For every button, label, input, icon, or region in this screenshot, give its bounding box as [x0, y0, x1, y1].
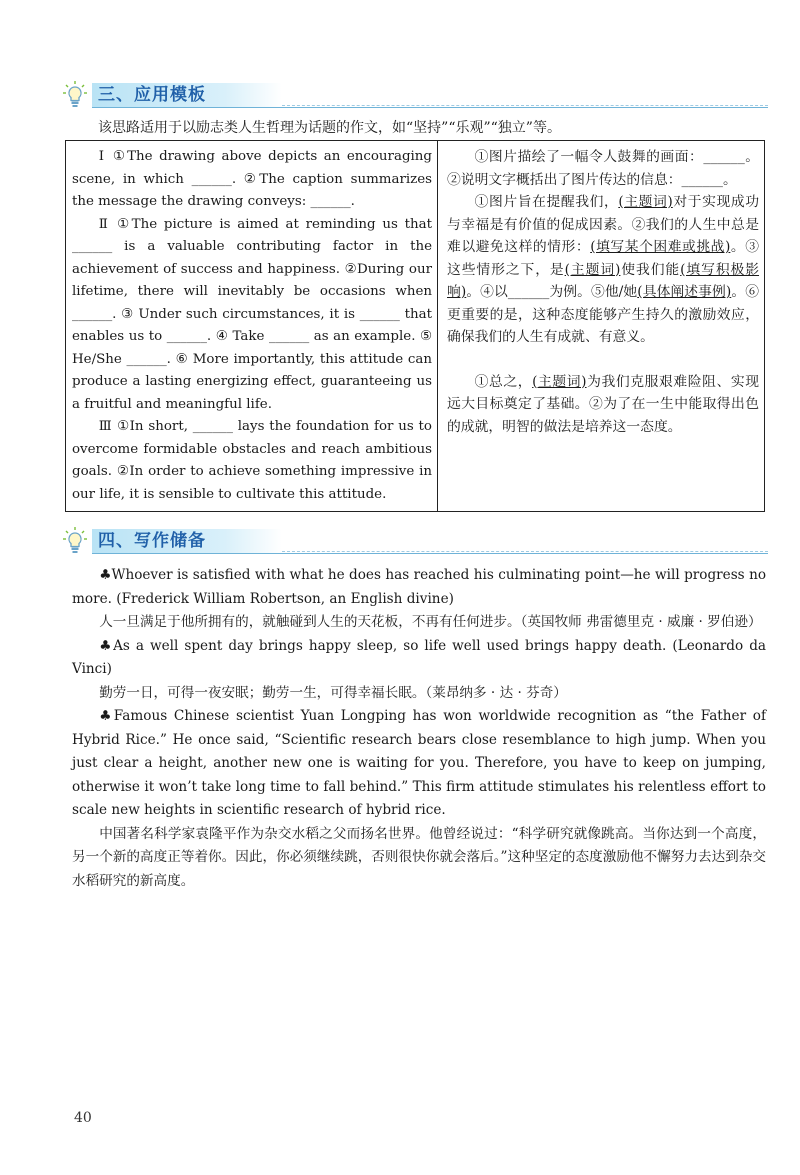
cn-part-1: ①图片描绘了一幅令人鼓舞的画面：______。②说明文字概括出了图片传达的信息：______。 [447, 149, 760, 188]
template-part-3: Ⅲ ①In short, ______ lays the foundation for us to overcome formidable obstacles and reach ambitious goals. ②In order to achieve something impressive in our life, it is sensible to cultivate this attitude. [72, 419, 432, 502]
english-template [72, 146, 432, 506]
section-intro: 该思路适用于以励志类人生哲理为话题的作文，如“坚持”“乐观”“独立”等。 [98, 120, 561, 136]
section-heading-3 [62, 80, 768, 110]
quotes-body [72, 564, 766, 893]
quote-en: ♣Whoever is satisfied with what he does has reached his culminating point—he will progress no more. (Frederick William Robertson, an English divine) [72, 567, 767, 607]
quote-cn: 人一旦满足于他所拥有的，就触碰到人生的天花板，不再有任何进步。（英国牧师 弗雷德里克 · 威廉 · 罗伯逊） [99, 614, 762, 630]
quote-en: ♣As a well spent day brings happy sleep, so life well used brings happy death. (Leonardo da Vinci) [72, 637, 767, 677]
quote-cn: 勤劳一日，可得一夜安眠；勤劳一生，可得幸福长眠。（莱昂纳多 · 达 · 芬奇） [99, 684, 567, 701]
section-title: 三、应用模板 [98, 85, 206, 105]
club-icon: ♣ [99, 708, 114, 724]
chinese-template [447, 146, 759, 438]
cn-part-2: ①图片旨在提醒我们，(主题词)对于实现成功与幸福是有价值的促成因素。②我们的人生中总是难以避免这样的情形：(填写某个困难或挑战)。③这些情形之下，是(主题词)使我们能(填写积极影响)。④以______为例。⑤他/她(具体阐述事例)。⑥更重要的是，这种态度能够产生持久的激励效应，确保我们的人生有成就、有意义。 [447, 194, 760, 345]
quote-cn: 中国著名科学家袁隆平作为杂交水稻之父而扬名世界。他曾经说过：“科学研究就像跳高。当你达到一个高度，另一个新的高度正等着你。因此，你必须继续跳，否则很快你就会落后。”这种坚定的态度激励他不懈努力去达到杂交水稻研究的新高度。 [72, 825, 766, 889]
lightbulb-icon [62, 80, 90, 110]
template-table [65, 140, 765, 512]
section-title: 四、写作储备 [98, 531, 206, 551]
quote-en: ♣Famous Chinese scientist Yuan Longping has won worldwide recognition as “the Father of Hybrid Rice.” He once said, “Scientific research bears close resemblance to high jump. When you just clear a height, another new one is waiting for you. Therefore, you have to keep on jumping, otherwise it won’t take long time to fall behind.” This firm attitude stimulates his relentless effort to scale new heights in scientific research of hybrid rice. [72, 708, 767, 818]
page-number: 40 [74, 1110, 92, 1126]
template-part-1: Ⅰ ①The drawing above depicts an encouraging scene, in which ______. ②The caption summarizes the message the drawing conveys: ______. [72, 149, 432, 209]
template-part-2: Ⅱ ①The picture is aimed at reminding us that ______ is a valuable contributing factor in the achievement of success and happiness. ②During our lifetime, there will inevitably be occasions when ______. ③ Under such circumstances, it is ______ that enables us to ______. ④ Take ______ as an example. ⑤ He/She ______. ⑥ More importantly, this attitude can produce a lasting energizing effect, guaranteeing us a fruitful and meaningful life. [72, 216, 432, 412]
section-heading-4 [62, 526, 768, 556]
club-icon: ♣ [99, 567, 112, 583]
club-icon: ♣ [99, 637, 114, 654]
cn-part-3: ①总之，(主题词)为我们克服艰难险阻、实现远大目标奠定了基础。②为了在一生中能取得出色的成就，明智的做法是培养这一态度。 [447, 373, 760, 435]
lightbulb-icon [62, 526, 90, 556]
